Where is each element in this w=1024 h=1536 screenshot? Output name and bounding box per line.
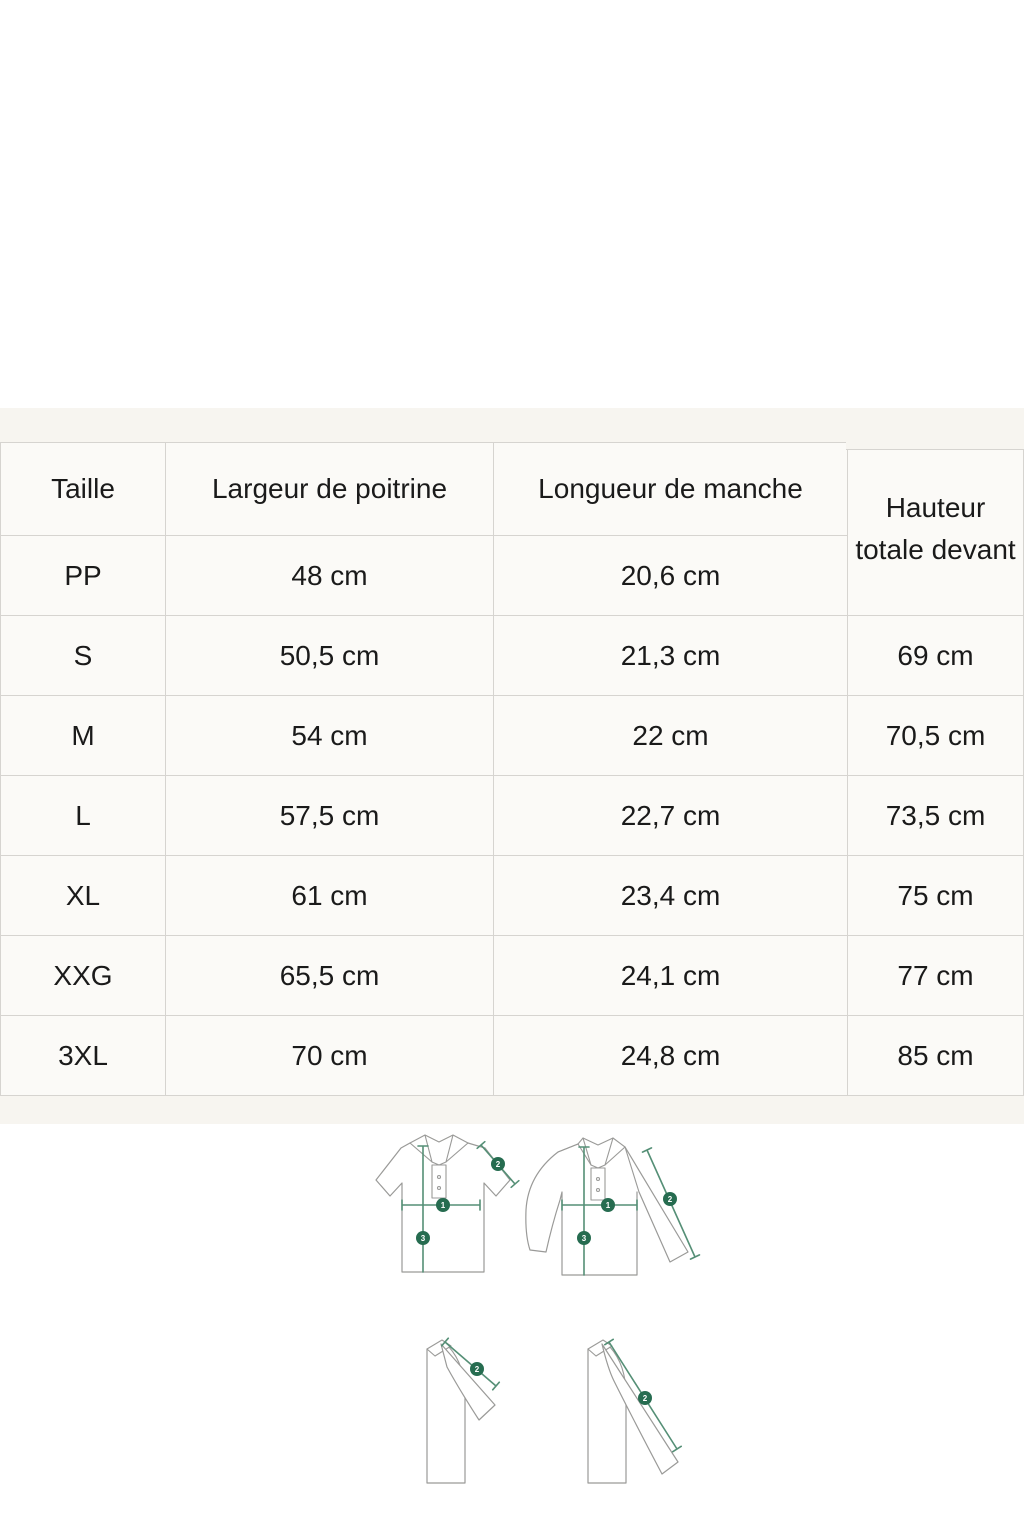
raglan-short-sleeve-side-diagram-icon [415, 1337, 511, 1487]
cell-size: 3XL [1, 1016, 166, 1096]
cell-chest-width: 70 cm [166, 1016, 494, 1096]
cell-chest-width: 48 cm [166, 536, 494, 616]
cell-chest-width: 61 cm [166, 856, 494, 936]
table-row [1, 856, 1024, 936]
cell-sleeve-length: 20,6 cm [494, 536, 848, 616]
table-row [1, 696, 1024, 776]
table-row [1, 936, 1024, 1016]
cell-sleeve-length: 23,4 cm [494, 856, 848, 936]
col-header-sleeve-length: Longueur de manche [494, 443, 848, 536]
cell-front-height: 70,5 cm [848, 696, 1024, 776]
svg-text:2: 2 [642, 1394, 648, 1403]
svg-text:3: 3 [581, 1234, 587, 1243]
raglan-long-sleeve-side-diagram-icon [578, 1337, 694, 1487]
table-header-row [1, 443, 1024, 536]
col-header-front-height: Hauteur totale devant [848, 443, 1024, 616]
svg-text:1: 1 [605, 1201, 611, 1210]
cell-size: S [1, 616, 166, 696]
cell-size: PP [1, 536, 166, 616]
cell-chest-width: 65,5 cm [166, 936, 494, 1016]
size-table [0, 442, 1024, 1096]
cell-size: XL [1, 856, 166, 936]
cell-sleeve-length: 21,3 cm [494, 616, 848, 696]
svg-text:2: 2 [667, 1195, 673, 1204]
cell-chest-width: 50,5 cm [166, 616, 494, 696]
cell-size: M [1, 696, 166, 776]
table-row [1, 616, 1024, 696]
table-row [1, 1016, 1024, 1096]
table-row [1, 776, 1024, 856]
svg-text:1: 1 [440, 1201, 446, 1210]
svg-text:2: 2 [474, 1365, 480, 1374]
cell-sleeve-length: 24,1 cm [494, 936, 848, 1016]
cell-front-height: 73,5 cm [848, 776, 1024, 856]
col-header-chest-width: Largeur de poitrine [166, 443, 494, 536]
cell-sleeve-length: 22 cm [494, 696, 848, 776]
cell-size: XXG [1, 936, 166, 1016]
svg-text:2: 2 [495, 1160, 501, 1169]
cell-front-height: 69 cm [848, 616, 1024, 696]
polo-short-sleeve-front-diagram-icon [368, 1133, 520, 1283]
polo-long-sleeve-front-diagram-icon [520, 1130, 704, 1282]
cell-sleeve-length: 22,7 cm [494, 776, 848, 856]
cell-front-height: 77 cm [848, 936, 1024, 1016]
cell-sleeve-length: 24,8 cm [494, 1016, 848, 1096]
cell-chest-width: 57,5 cm [166, 776, 494, 856]
cell-chest-width: 54 cm [166, 696, 494, 776]
cell-size: L [1, 776, 166, 856]
svg-text:3: 3 [420, 1234, 426, 1243]
merged-header-border-offset [846, 441, 1024, 450]
col-header-size: Taille [1, 443, 166, 536]
cell-front-height: 75 cm [848, 856, 1024, 936]
cell-front-height: 85 cm [848, 1016, 1024, 1096]
